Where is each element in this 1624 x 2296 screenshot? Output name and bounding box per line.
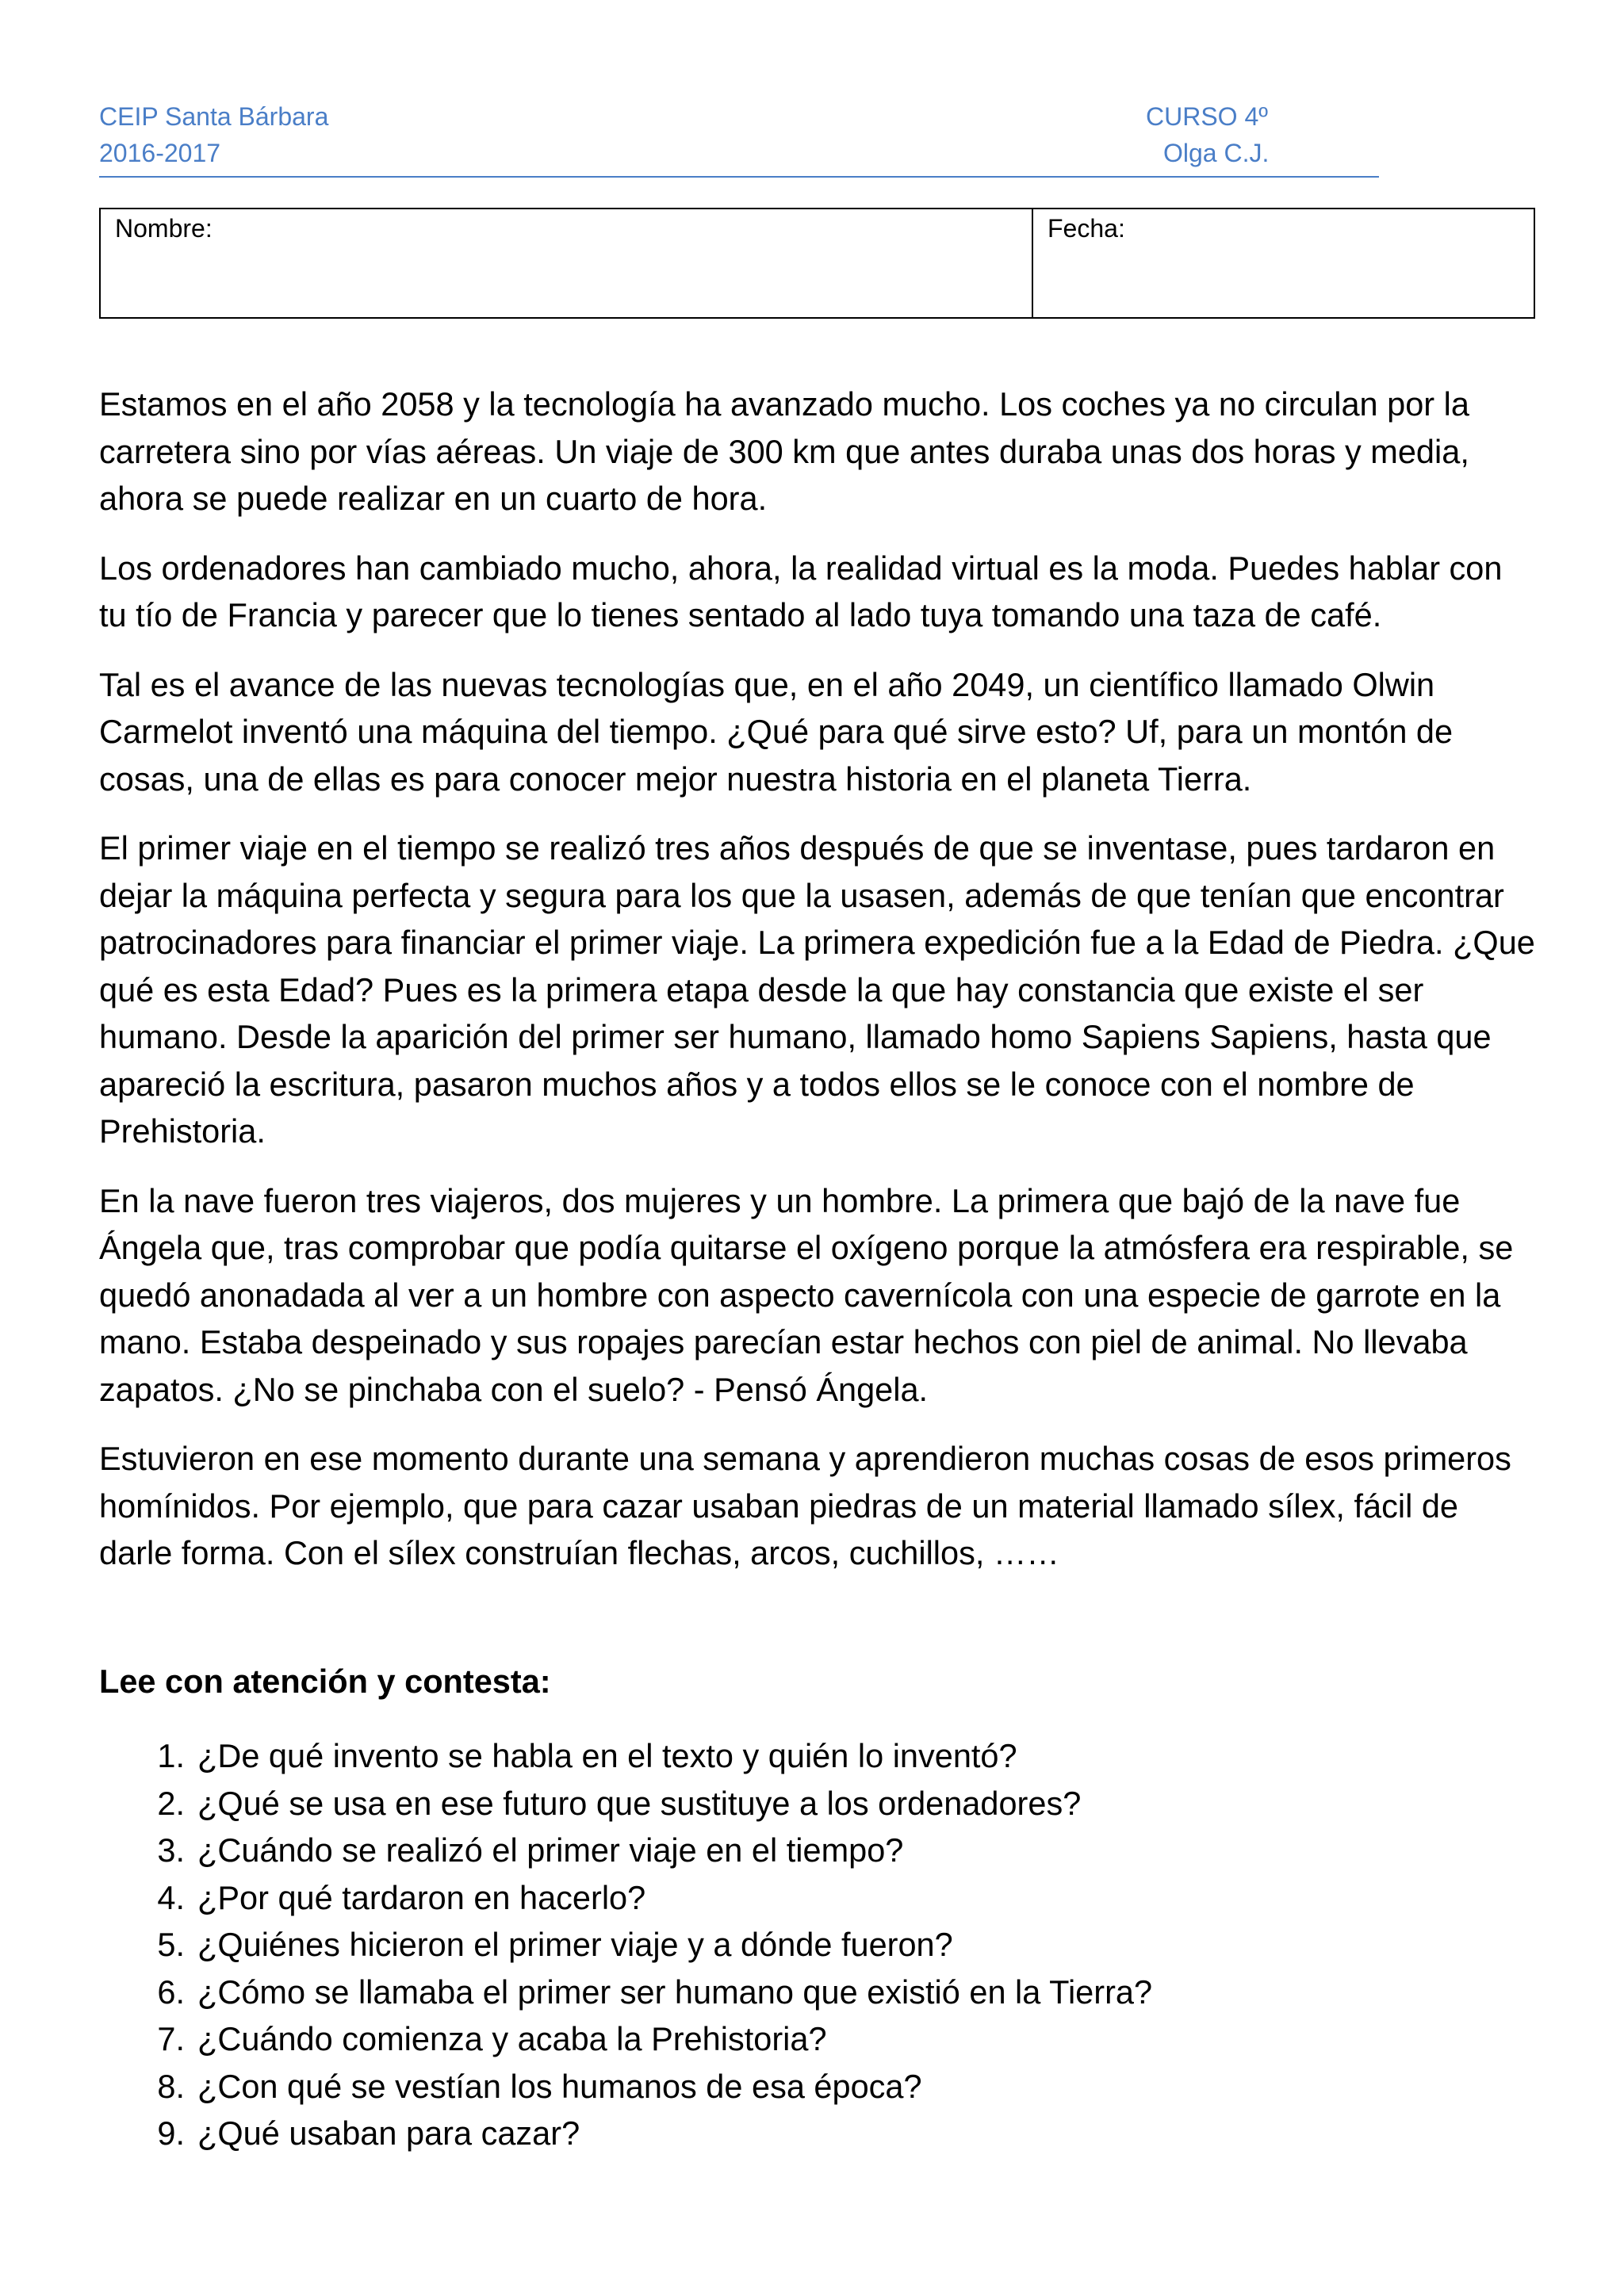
question-number: 8. xyxy=(157,2067,185,2105)
question-text: ¿Cuándo comienza y acaba la Prehistoria? xyxy=(197,2020,827,2057)
question-text: ¿Por qué tardaron en hacerlo? xyxy=(197,1878,646,1916)
question-number: 9. xyxy=(157,2114,185,2152)
name-field[interactable] xyxy=(101,209,1033,317)
story-paragraph: Los ordenadores han cambiado mucho, ahora, la realidad virtual es la moda. Puedes hablar con tu tío de Francia y parecer que lo tienes sentado al lado tuya tomando una taza de café. xyxy=(99,549,1503,633)
question-item xyxy=(99,1732,1535,1780)
school-name: CEIP Santa Bárbara xyxy=(99,102,329,131)
question-text: ¿Qué usaban para cazar? xyxy=(197,2114,580,2152)
story-paragraph: Tal es el avance de las nuevas tecnologías que, en el año 2049, un científico llamado Olwin Carmelot inventó una máquina del tiempo. ¿Qué para qué sirve esto? Uf, para un montón de cosas, una de ellas es para conocer mejor nuestra historia en el planeta Tierra. xyxy=(99,665,1454,798)
question-item xyxy=(99,2110,1535,2157)
question-number: 1. xyxy=(157,1737,185,1774)
question-number: 3. xyxy=(157,1831,185,1869)
question-number: 7. xyxy=(157,2020,185,2057)
question-number: 4. xyxy=(157,1878,185,1916)
teacher-name: Olga C.J. xyxy=(1163,139,1270,167)
questions-title: Lee con atención y contesta: xyxy=(99,1663,551,1700)
question-text: ¿Quiénes hicieron el primer viaje y a dónde fueron? xyxy=(197,1926,953,1963)
question-item xyxy=(99,1969,1535,2016)
story-paragraph: El primer viaje en el tiempo se realizó tres años después de que se inventase, pues tardaron en dejar la máquina perfecta y segura para los que la usasen, además de que tenían que encontrar patrocinadores para financiar el primer viaje. La primera expedición fue a la Edad de Piedra. ¿Que qué es esta Edad? Pues es la primera etapa desde la que hay constancia que existe el ser humano. Desde la aparición del primer ser humano, llamado homo Sapiens Sapiens, hasta que apareció la escritura, pasaron muchos años y a todos ellos se le conoce con el nombre de Prehistoria. xyxy=(99,829,1535,1150)
question-text: ¿Cuándo se realizó el primer viaje en el tiempo? xyxy=(197,1831,904,1869)
question-item xyxy=(99,2015,1535,2063)
story-paragraph: Estamos en el año 2058 y la tecnología ha avanzado mucho. Los coches ya no circulan por la carretera sino por vías aéreas. Un viaje de 300 km que antes duraba unas dos horas y media, ahora se puede realizar en un cuarto de hora. xyxy=(99,385,1469,517)
course-label: CURSO 4º xyxy=(1146,102,1268,131)
date-label: Fecha: xyxy=(1048,214,1125,243)
question-number: 5. xyxy=(157,1926,185,1963)
page-header xyxy=(99,98,1379,178)
name-date-table xyxy=(99,208,1535,319)
story-paragraph: Estuvieron en ese momento durante una semana y aprendieron muchas cosas de esos primeros homínidos. Por ejemplo, que para cazar usaban piedras de un material llamado sílex, fácil de darle forma. Con el sílex construían flechas, arcos, cuchillos, …… xyxy=(99,1440,1511,1571)
date-field[interactable] xyxy=(1033,209,1534,317)
question-item xyxy=(99,1921,1535,1969)
header-right xyxy=(1146,98,1368,171)
question-text: ¿Con qué se vestían los humanos de esa época? xyxy=(197,2067,922,2105)
question-text: ¿Cómo se llamaba el primer ser humano que existió en la Tierra? xyxy=(197,1973,1153,2011)
question-item xyxy=(99,2063,1535,2110)
question-number: 2. xyxy=(157,1784,185,1822)
question-text: ¿Qué se usa en ese futuro que sustituye a los ordenadores? xyxy=(197,1784,1082,1822)
story-paragraph: En la nave fueron tres viajeros, dos mujeres y un hombre. La primera que bajó de la nave fue Ángela que, tras comprobar que podía quitarse el oxígeno porque la atmósfera era respirable, se quedó anonadada al ver a un hombre con aspecto cavernícola con una especie de garrote en la mano. Estaba despeinado y sus ropajes parecían estar hechos con piel de animal. No llevaba zapatos. ¿No se pinchaba con el suelo? - Pensó Ángela. xyxy=(99,1181,1514,1408)
story-text xyxy=(99,381,1535,1599)
questions-list xyxy=(99,1732,1535,2157)
header-left xyxy=(99,98,328,171)
name-label: Nombre: xyxy=(115,214,213,243)
question-text: ¿De qué invento se habla en el texto y quién lo inventó? xyxy=(197,1737,1017,1774)
question-item xyxy=(99,1780,1535,1827)
question-item xyxy=(99,1874,1535,1922)
question-number: 6. xyxy=(157,1973,185,2011)
school-year: 2016-2017 xyxy=(99,139,221,167)
question-item xyxy=(99,1827,1535,1874)
